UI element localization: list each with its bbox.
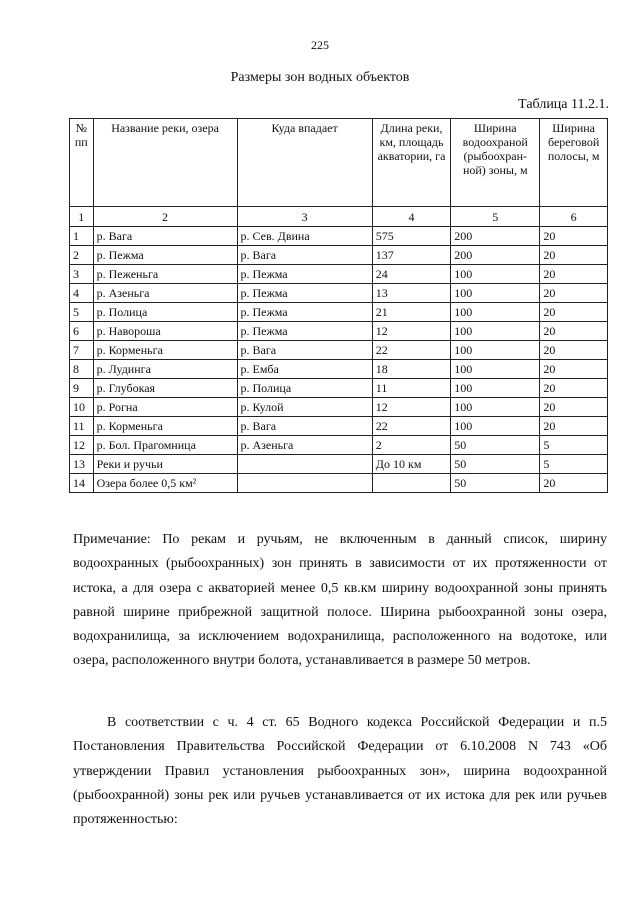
- cell-length: 24: [372, 265, 450, 284]
- column-number: 2: [93, 207, 237, 227]
- header-protection-zone: Ширина водоохраной (рыбоохран-ной) зоны, м: [451, 119, 540, 207]
- cell-length: 21: [372, 303, 450, 322]
- header-number: № пп: [70, 119, 94, 207]
- cell-length: До 10 км: [372, 455, 450, 474]
- table-row: [70, 398, 608, 417]
- header-name: Название реки, озера: [93, 119, 237, 207]
- cell-outflow: [237, 455, 372, 474]
- table-row: [70, 265, 608, 284]
- body-paragraph: В соответствии с ч. 4 ст. 65 Водного кодекса Российской Федерации и п.5 Постановления Правительства Российской Федерации от 6.10.2008 N 743 «Об утверждении Правил установления рыбоохранных зон», ширина водоохранной (рыбоохранной) зоны рек или ручьев устанавливается от их истока для рек или ручьев протяженностью:: [73, 715, 607, 828]
- column-number: 5: [451, 207, 540, 227]
- cell-name: р. Азеньга: [93, 284, 237, 303]
- cell-number: 4: [70, 284, 94, 303]
- cell-shore-strip: 20: [540, 303, 608, 322]
- header-outflow: Куда впадает: [237, 119, 372, 207]
- cell-name: р. Корменьга: [93, 341, 237, 360]
- table-row: [70, 246, 608, 265]
- table-row: [70, 455, 608, 474]
- column-number: 3: [237, 207, 372, 227]
- cell-shore-strip: 20: [540, 379, 608, 398]
- cell-name: р. Пежма: [93, 246, 237, 265]
- cell-name: р. Лудинга: [93, 360, 237, 379]
- cell-outflow: р. Вага: [237, 341, 372, 360]
- cell-length: 18: [372, 360, 450, 379]
- table-row: [70, 227, 608, 246]
- table-row: [70, 360, 608, 379]
- cell-name: р. Рогна: [93, 398, 237, 417]
- header-length: Длина реки, км, площадь акватории, га: [372, 119, 450, 207]
- cell-number: 9: [70, 379, 94, 398]
- cell-shore-strip: 20: [540, 341, 608, 360]
- cell-length: 12: [372, 398, 450, 417]
- cell-shore-strip: 20: [540, 417, 608, 436]
- cell-shore-strip: 20: [540, 322, 608, 341]
- cell-number: 3: [70, 265, 94, 284]
- table-row: [70, 284, 608, 303]
- table-row: [70, 322, 608, 341]
- cell-protection-zone: 100: [451, 341, 540, 360]
- cell-number: 5: [70, 303, 94, 322]
- cell-name: р. Глубокая: [93, 379, 237, 398]
- cell-shore-strip: 20: [540, 265, 608, 284]
- cell-shore-strip: 5: [540, 436, 608, 455]
- cell-number: 13: [70, 455, 94, 474]
- cell-name: р. Навороша: [93, 322, 237, 341]
- cell-name: р. Вага: [93, 227, 237, 246]
- cell-name: Реки и ручьи: [93, 455, 237, 474]
- cell-protection-zone: 50: [451, 436, 540, 455]
- cell-length: [372, 474, 450, 493]
- column-number-row: [70, 207, 608, 227]
- cell-outflow: р. Пежма: [237, 284, 372, 303]
- cell-outflow: р. Вага: [237, 417, 372, 436]
- table-row: [70, 303, 608, 322]
- cell-length: 22: [372, 341, 450, 360]
- cell-outflow: р. Азеньга: [237, 436, 372, 455]
- cell-outflow: р. Емба: [237, 360, 372, 379]
- cell-protection-zone: 100: [451, 398, 540, 417]
- note-paragraph: Примечание: По рекам и ручьям, не включенным в данный список, ширину водоохранных (рыбоохранных) зон принять в зависимости от их протяженности от истока, а для озера с акваторией менее 0,5 кв.км ширину водоохранной зоны принять равной ширине прибрежной защитной полосе. Ширина рыбоохранной зоны озера, водохранилища, за исключением водохранилища, расположенного на водотоке, или озера, расположенного внутри болота, устанавливается в размере 50 метров.: [73, 532, 607, 669]
- cell-length: 22: [372, 417, 450, 436]
- table-row: [70, 341, 608, 360]
- cell-outflow: р. Сев. Двина: [237, 227, 372, 246]
- cell-name: р. Корменьга: [93, 417, 237, 436]
- cell-shore-strip: 20: [540, 284, 608, 303]
- table-row: [70, 379, 608, 398]
- cell-name: р. Пеженьга: [93, 265, 237, 284]
- cell-protection-zone: 100: [451, 303, 540, 322]
- cell-length: 13: [372, 284, 450, 303]
- page-title: Размеры зон водных объектов: [230, 70, 410, 85]
- column-number: 1: [70, 207, 94, 227]
- cell-length: 575: [372, 227, 450, 246]
- cell-length: 11: [372, 379, 450, 398]
- cell-protection-zone: 100: [451, 322, 540, 341]
- cell-number: 2: [70, 246, 94, 265]
- cell-outflow: р. Пежма: [237, 265, 372, 284]
- cell-shore-strip: 20: [540, 398, 608, 417]
- cell-protection-zone: 100: [451, 360, 540, 379]
- cell-protection-zone: 100: [451, 284, 540, 303]
- cell-number: 7: [70, 341, 94, 360]
- cell-name: р. Бол. Прагомница: [93, 436, 237, 455]
- cell-shore-strip: 20: [540, 246, 608, 265]
- cell-shore-strip: 20: [540, 227, 608, 246]
- cell-protection-zone: 50: [451, 474, 540, 493]
- cell-outflow: [237, 474, 372, 493]
- cell-number: 8: [70, 360, 94, 379]
- cell-shore-strip: 20: [540, 474, 608, 493]
- cell-protection-zone: 100: [451, 417, 540, 436]
- page-number: 225: [311, 38, 329, 52]
- table-row: [70, 474, 608, 493]
- column-number: 6: [540, 207, 608, 227]
- table-row: [70, 417, 608, 436]
- cell-number: 6: [70, 322, 94, 341]
- cell-number: 12: [70, 436, 94, 455]
- cell-outflow: р. Пежма: [237, 303, 372, 322]
- cell-protection-zone: 50: [451, 455, 540, 474]
- cell-outflow: р. Пежма: [237, 322, 372, 341]
- cell-protection-zone: 100: [451, 265, 540, 284]
- cell-name: р. Полица: [93, 303, 237, 322]
- cell-length: 2: [372, 436, 450, 455]
- table-label: Таблица 11.2.1.: [518, 97, 609, 112]
- cell-protection-zone: 200: [451, 246, 540, 265]
- column-number: 4: [372, 207, 450, 227]
- cell-shore-strip: 5: [540, 455, 608, 474]
- cell-outflow: р. Кулой: [237, 398, 372, 417]
- cell-number: 1: [70, 227, 94, 246]
- header-shore-strip: Ширина береговой полосы, м: [540, 119, 608, 207]
- cell-protection-zone: 200: [451, 227, 540, 246]
- water-zones-table: [69, 118, 608, 493]
- cell-shore-strip: 20: [540, 360, 608, 379]
- cell-number: 10: [70, 398, 94, 417]
- table-header-row: [70, 119, 608, 207]
- cell-outflow: р. Полица: [237, 379, 372, 398]
- cell-number: 14: [70, 474, 94, 493]
- cell-outflow: р. Вага: [237, 246, 372, 265]
- cell-length: 137: [372, 246, 450, 265]
- cell-number: 11: [70, 417, 94, 436]
- table-row: [70, 436, 608, 455]
- cell-protection-zone: 100: [451, 379, 540, 398]
- cell-length: 12: [372, 322, 450, 341]
- cell-name: Озера более 0,5 км²: [93, 474, 237, 493]
